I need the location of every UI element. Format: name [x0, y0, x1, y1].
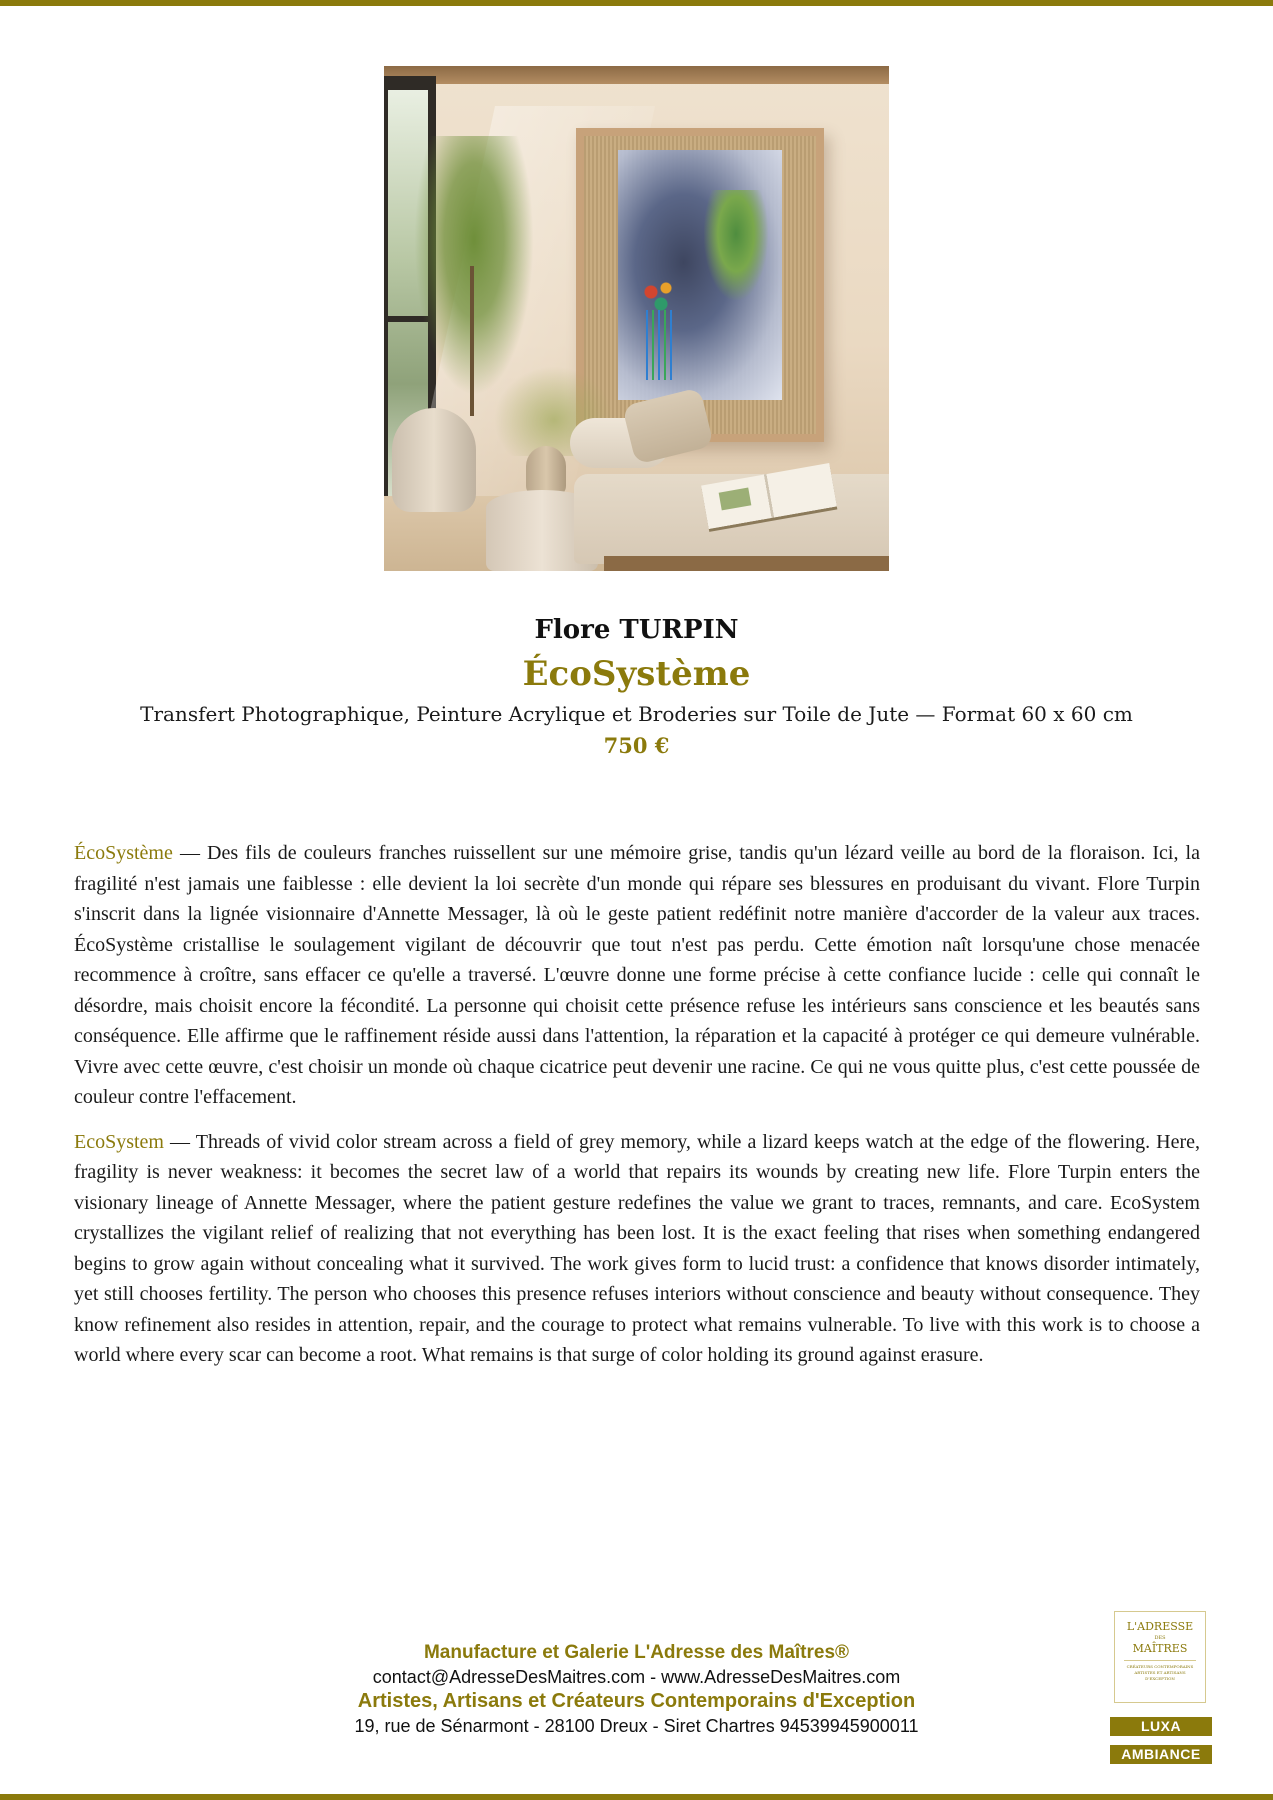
artist-name: Flore TURPIN — [534, 615, 739, 645]
artwork-header — [0, 610, 1273, 762]
painted-area — [618, 150, 782, 400]
english-lead-keyword: EcoSystem — [74, 1130, 164, 1153]
logo-divider — [1124, 1660, 1196, 1661]
footer-gallery-name: Manufacture et Galerie L'Adresse des Maîtres® — [423, 1642, 850, 1663]
footer-contact: contact@AdresseDesMaitres.com - www.AdresseDesMaitres.com — [372, 1667, 901, 1687]
logo-line-3: MAÎTRES — [1132, 1642, 1188, 1655]
daybed-base — [604, 556, 889, 571]
footer-tagline: Artistes, Artisans et Créateurs Contemporains d'Exception — [357, 1690, 916, 1712]
stone-pot — [392, 408, 476, 512]
jute-canvas — [584, 136, 816, 434]
logo-line-4: CRÉATEURS CONTEMPORAINS ARTISTES ET ARTISANS D'EXCEPTION — [1126, 1664, 1194, 1681]
badge-luxa: LUXA — [1110, 1717, 1212, 1736]
logo-line-2: DES — [1154, 1635, 1166, 1641]
artwork-medium: Transfert Photographique, Peinture Acrylique et Broderies sur Toile de Jute — Format 60 x 60 cm — [140, 702, 1133, 726]
logo-line-1: L'ADRESSE — [1126, 1620, 1194, 1633]
artwork-photo — [384, 66, 889, 571]
book-picture — [719, 487, 752, 510]
tree-trunk — [470, 266, 474, 416]
small-vase — [526, 446, 566, 496]
description-french — [74, 838, 1200, 1113]
olive-tree — [414, 136, 534, 396]
ceiling-beam — [384, 66, 889, 84]
footer — [0, 1640, 1273, 1738]
footer-address: 19, rue de Sénarmont - 28100 Dreux - Siret Chartres 94539945900011 — [354, 1716, 919, 1736]
english-body-text: — Threads of vivid color stream across a field of grey memory, while a lizard keeps watch at the edge of the flowering. Here, fragility is never weakness: it becomes the secret law of a world that repairs its wounds by creating new life. Flore Turpin enters the visionary lineage of Annette Messager, where the patient gesture redefines the value we grant to traces, remnants, and care. EcoSystem crystallizes the vigilant relief of realizing that not everything has been lost. It is the exact feeling that rises when something endangered begins to grow again without concealing what it survived. The work gives form to lucid trust: a confidence that knows disorder intimately, yet still chooses fertility. The person who chooses this presence refuses interiors without conscience and beauty without consequence. They know refinement also resides in attention, repair, and the courage to protect what remains vulnerable. To live with this work is to choose a world where every scar can become a root. What remains is that surge of color holding its ground against erasure. — [74, 1130, 1200, 1366]
french-lead-keyword: ÉcoSystème — [74, 842, 173, 864]
bottom-rule — [0, 1794, 1273, 1800]
artwork-price: 750 € — [603, 733, 670, 758]
description-english — [74, 1127, 1200, 1371]
art-threads — [646, 310, 676, 380]
badge-ambiance: AMBIANCE — [1110, 1745, 1212, 1764]
artwork-title: ÉcoSystème — [522, 654, 751, 694]
french-body-text: — Des fils de couleurs franches ruissellent sur une mémoire grise, tandis qu'un lézard veille au bord de la floraison. Ici, la fragilité n'est jamais une faiblesse : elle devient la loi secrète d'un monde qui répare ses blessures en produisant du vivant. Flore Turpin s'inscrit dans la lignée visionnaire d'Annette Messager, là où le geste patient redéfinit notre manière d'accorder de la valeur aux traces. ÉcoSystème cristallise le soulagement vigilant de découvrir que tout n'est pas perdu. Cette émotion naît lorsqu'une chose menacée recommence à croître, sans effacer ce qu'elle a traversé. L'œuvre donne une forme précise à cette confiance lucide : celle qui connaît le désordre, mais choisit encore la fécondité. La personne qui choisit cette présence refuse les intérieurs sans conscience et les beautés sans conséquence. Elle affirme que le raffinement réside aussi dans l'attention, la réparation et la capacité à protéger ce qui demeure vulnérable. Vivre avec cette œuvre, c'est choisir un monde où chaque cicatrice peut devenir une racine. Ce qui ne vous quitte plus, c'est cette poussée de couleur contre l'effacement. — [74, 842, 1200, 1108]
description-section — [74, 838, 1200, 1385]
art-plant — [704, 190, 768, 300]
top-rule — [0, 0, 1273, 6]
gallery-logo — [1114, 1611, 1206, 1703]
